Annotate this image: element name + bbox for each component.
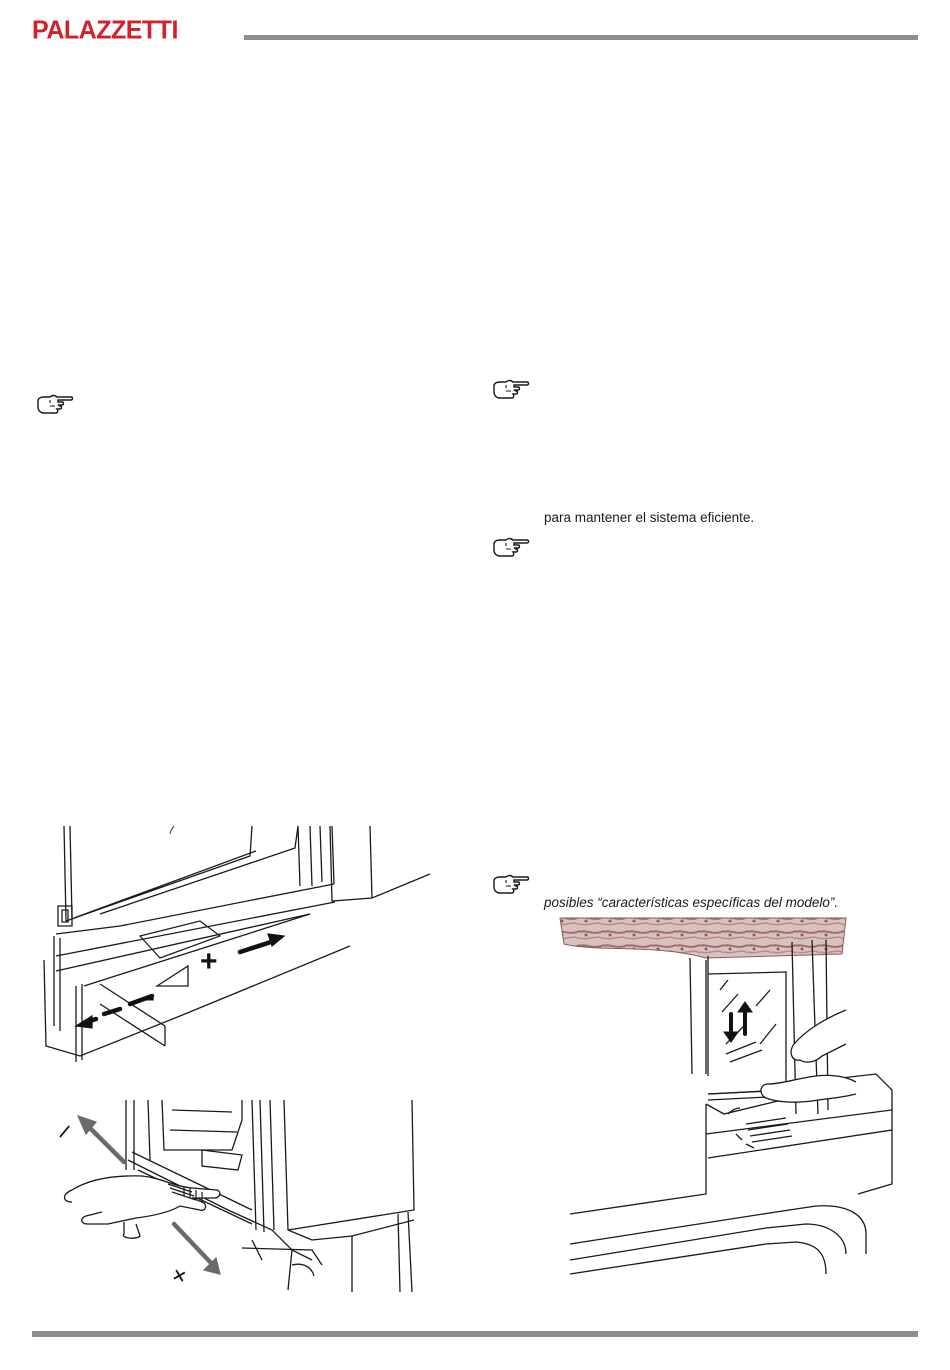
minus-symbol: – xyxy=(140,982,155,1012)
figure-handle-pull xyxy=(46,1100,432,1293)
pointing-hand-icon xyxy=(492,378,530,402)
header-rule xyxy=(244,35,918,40)
pointing-hand-icon xyxy=(36,393,74,417)
note-text-model-features: posibles “características específicas del modelo”. xyxy=(544,895,839,910)
figure-drawer-slide xyxy=(40,826,435,1072)
figure-glass-cleaning xyxy=(556,914,912,1310)
brand-logo: PALAZZETTI xyxy=(32,15,178,45)
note-text-efficiency: para mantener el sistema eficiente. xyxy=(544,510,755,525)
plus-symbol: + xyxy=(200,945,218,978)
plus-symbol: + xyxy=(165,1258,194,1293)
footer-rule xyxy=(32,1331,918,1337)
minus-symbol: – xyxy=(46,1114,79,1146)
pointing-hand-icon xyxy=(492,536,530,560)
pointing-hand-icon xyxy=(492,873,530,897)
